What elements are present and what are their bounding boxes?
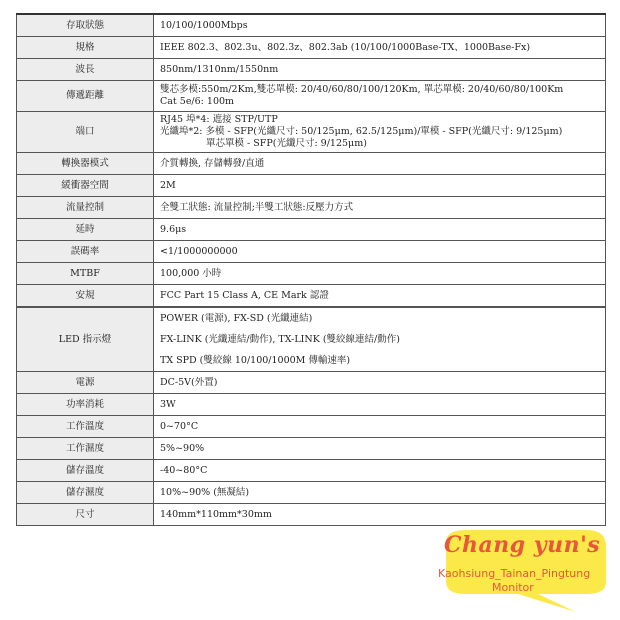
spec-value: 全雙工狀態: 流量控制;半雙工狀態:反壓力方式 bbox=[154, 197, 606, 219]
spec-key: 儲存溫度 bbox=[17, 460, 154, 482]
table-row bbox=[17, 308, 606, 372]
spec-value: 9.6μs bbox=[154, 219, 606, 241]
spec-table-2 bbox=[16, 307, 606, 526]
spec-key: 儲存濕度 bbox=[17, 482, 154, 504]
spec-key: 電源 bbox=[17, 372, 154, 394]
table-row bbox=[17, 37, 606, 59]
spec-value: 10/100/1000Mbps bbox=[154, 14, 606, 37]
table-row bbox=[17, 438, 606, 460]
spec-value: FCC Part 15 Class A, CE Mark 認證 bbox=[154, 285, 606, 307]
table-row bbox=[17, 285, 606, 307]
spec-value: 850nm/1310nm/1550nm bbox=[154, 59, 606, 81]
spec-line: RJ45 埠*4: 遮接 STP/UTP bbox=[160, 114, 278, 125]
spec-value: -40~80°C bbox=[154, 460, 606, 482]
table-row bbox=[17, 460, 606, 482]
spec-key: 轉換器模式 bbox=[17, 153, 154, 175]
table-row bbox=[17, 394, 606, 416]
spec-value: 0~70°C bbox=[154, 416, 606, 438]
spec-line: TX SPD (雙絞線 10/100/1000M 傳輸速率) bbox=[160, 355, 351, 366]
spec-value bbox=[154, 81, 606, 112]
spec-key: MTBF bbox=[17, 263, 154, 285]
table-row bbox=[17, 416, 606, 438]
spec-value bbox=[154, 308, 606, 372]
spec-key: 流量控制 bbox=[17, 197, 154, 219]
spec-key: 延時 bbox=[17, 219, 154, 241]
spec-value: IEEE 802.3、802.3u、802.3z、802.3ab (10/100/1000Base-TX、1000Base-Fx) bbox=[154, 37, 606, 59]
logo-subtitle-2: Monitor bbox=[492, 581, 534, 594]
spec-key: 工作溫度 bbox=[17, 416, 154, 438]
spec-line: 光纖埠*2: 多模 - SFP(光纖尺寸: 50/125μm, 62.5/125μm)/單模 - SFP(光纖尺寸: 9/125μm) bbox=[160, 126, 563, 137]
table-row bbox=[17, 112, 606, 153]
chang-yun-logo bbox=[426, 522, 612, 614]
table-row bbox=[17, 372, 606, 394]
spec-line: 雙芯多模:550m/2Km,雙芯單模: 20/40/60/80/100/120Km, 單芯單模: 20/40/60/80/100Km bbox=[160, 84, 564, 95]
spec-line: POWER (電源), FX-SD (光纖連結) bbox=[160, 313, 313, 324]
spec-key: 尺寸 bbox=[17, 504, 154, 526]
table-row bbox=[17, 175, 606, 197]
table-row bbox=[17, 482, 606, 504]
spec-table-1 bbox=[16, 13, 606, 307]
spec-key: 緩衝器空間 bbox=[17, 175, 154, 197]
spec-key: 規格 bbox=[17, 37, 154, 59]
spec-key: LED 指示燈 bbox=[17, 308, 154, 372]
spec-value: 140mm*110mm*30mm bbox=[154, 504, 606, 526]
table-row bbox=[17, 14, 606, 37]
spec-key: 工作濕度 bbox=[17, 438, 154, 460]
spec-line: FX-LINK (光纖連結/動作), TX-LINK (雙絞線連結/動作) bbox=[160, 334, 400, 345]
spec-key: 存取狀態 bbox=[17, 14, 154, 37]
spec-value: <1/1000000000 bbox=[154, 241, 606, 263]
table-row bbox=[17, 81, 606, 112]
spec-value: 5%~90% bbox=[154, 438, 606, 460]
spec-key: 安規 bbox=[17, 285, 154, 307]
spec-value: 2M bbox=[154, 175, 606, 197]
table-row bbox=[17, 153, 606, 175]
logo-title: Chang yun's bbox=[444, 532, 601, 558]
spec-value bbox=[154, 112, 606, 153]
table-row bbox=[17, 219, 606, 241]
spec-value: DC-5V(外置) bbox=[154, 372, 606, 394]
spec-line: Cat 5e/6: 100m bbox=[160, 96, 235, 107]
spec-key: 端口 bbox=[17, 112, 154, 153]
table-row bbox=[17, 197, 606, 219]
table-row bbox=[17, 59, 606, 81]
spec-value: 10%~90% (無凝結) bbox=[154, 482, 606, 504]
table-row bbox=[17, 263, 606, 285]
spec-key: 功率消耗 bbox=[17, 394, 154, 416]
spec-value: 100,000 小時 bbox=[154, 263, 606, 285]
logo-subtitle: Kaohsiung_Tainan_Pingtung bbox=[438, 567, 591, 580]
table-row bbox=[17, 241, 606, 263]
spec-key: 誤碼率 bbox=[17, 241, 154, 263]
spec-value: 介質轉換, 存儲轉發/直通 bbox=[154, 153, 606, 175]
spec-key: 傳遞距離 bbox=[17, 81, 154, 112]
spec-value: 3W bbox=[154, 394, 606, 416]
spec-key: 波長 bbox=[17, 59, 154, 81]
spec-line: 單芯單模 - SFP(光纖尺寸: 9/125μm) bbox=[206, 138, 367, 149]
